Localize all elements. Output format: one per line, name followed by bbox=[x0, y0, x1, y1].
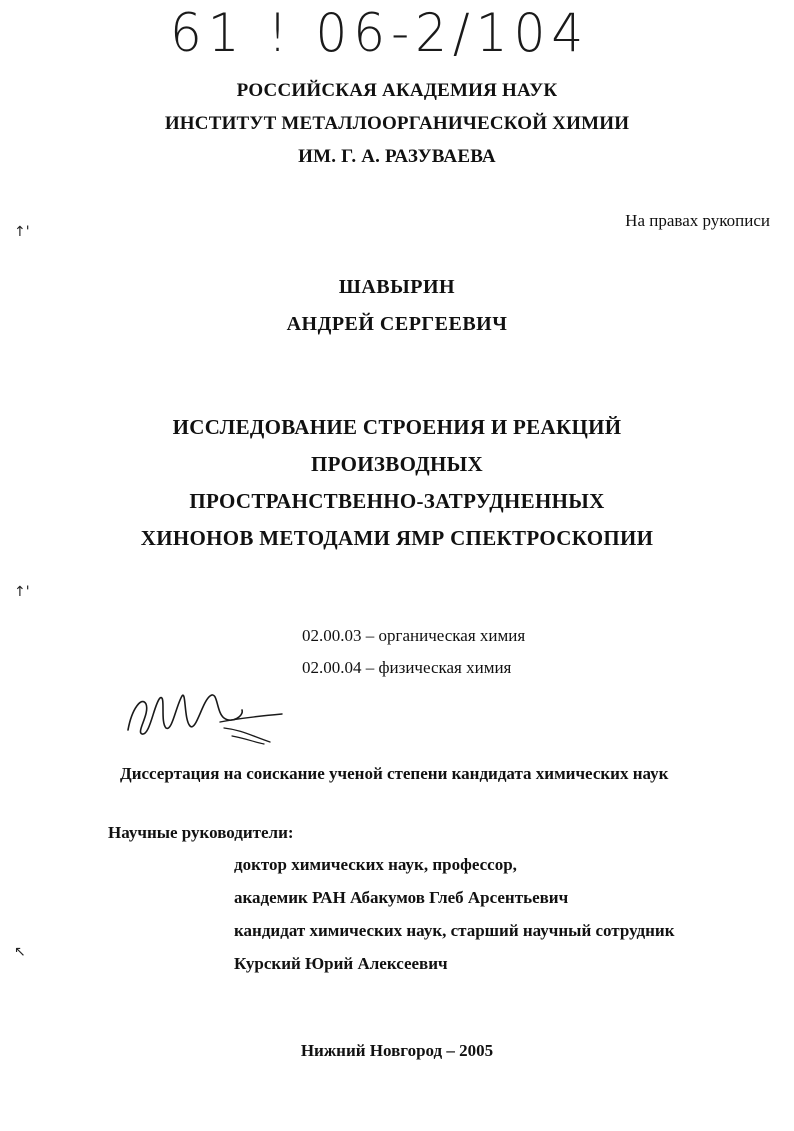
archive-number-handwritten: 61 ! 06-2/104 bbox=[170, 2, 590, 64]
supervisor-line-1: доктор химических наук, профессор, bbox=[234, 855, 517, 874]
margin-mark-3: ↖ bbox=[14, 944, 26, 960]
thesis-title-line-1: ИССЛЕДОВАНИЕ СТРОЕНИЯ И РЕАКЦИЙ bbox=[172, 415, 622, 439]
thesis-title-line-4: ХИНОНОВ МЕТОДАМИ ЯМР СПЕКТРОСКОПИИ bbox=[140, 526, 654, 550]
institution-line-2: ИНСТИТУТ МЕТАЛЛООРГАНИЧЕСКОЙ ХИМИИ bbox=[164, 113, 630, 134]
margin-mark-2: ↑' bbox=[14, 584, 30, 600]
specialty-1: 02.00.03 – органическая химия bbox=[302, 626, 526, 645]
institution-line-3: ИМ. Г. А. РАЗУВАЕВА bbox=[298, 146, 496, 167]
thesis-title-line-2: ПРОИЗВОДНЫХ bbox=[311, 452, 483, 476]
degree-statement: Диссертация на соискание ученой степени кандидата химических наук bbox=[120, 764, 669, 783]
manuscript-rights: На правах рукописи bbox=[625, 211, 770, 230]
supervisor-line-3: кандидат химических наук, старший научный сотрудник bbox=[234, 921, 675, 940]
institution-line-1: РОССИЙСКАЯ АКАДЕМИЯ НАУК bbox=[236, 80, 558, 101]
supervisor-line-4: Курский Юрий Алексеевич bbox=[234, 954, 448, 973]
supervisors-heading: Научные руководители: bbox=[108, 823, 294, 842]
margin-mark-1: ↑' bbox=[14, 224, 30, 240]
supervisor-line-2: академик РАН Абакумов Глеб Арсентьевич bbox=[234, 888, 569, 907]
signature bbox=[120, 682, 290, 754]
author-surname: ШАВЫРИН bbox=[338, 276, 456, 298]
specialty-2: 02.00.04 – физическая химия bbox=[302, 658, 512, 677]
thesis-title-line-3: ПРОСТРАНСТВЕННО-ЗАТРУДНЕННЫХ bbox=[189, 489, 605, 513]
place-year: Нижний Новгород – 2005 bbox=[300, 1041, 494, 1060]
author-given-names: АНДРЕЙ СЕРГЕЕВИЧ bbox=[286, 313, 508, 335]
